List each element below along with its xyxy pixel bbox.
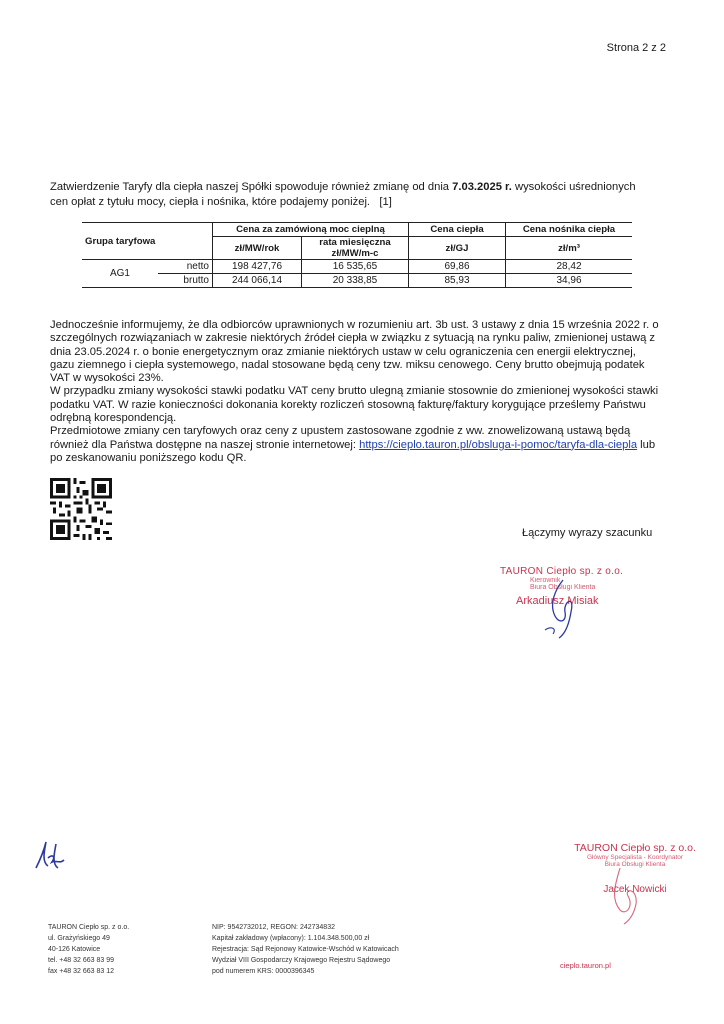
footer-line: TAURON Ciepło sp. z o.o. [48,924,130,931]
header-moc: Cena za zamówioną moc cieplną [213,223,409,237]
cell-rata: 20 338,85 [302,274,409,288]
footer-line: Kapitał zakładowy (wpłacony): 1.104.348.500,00 zł [212,935,370,942]
cell-gj: 69,86 [409,260,506,274]
signature-manager [505,572,615,642]
intro-text-1: Zatwierdzenie Taryfy dla ciepła naszej Spółki spowoduje również zmianę od dnia [50,181,453,193]
cell-m3: 34,96 [506,274,633,288]
website-text-end: lub po zeskanowaniu poniższego kodu QR. [50,438,656,464]
footer-line: ul. Grażyńskiego 49 [48,935,110,942]
effective-date: 7.03.2025 r. [452,181,512,193]
paragraph-vat-mix: Jednocześnie informujemy, że dla odbiorców uprawnionych w rozumieniu art. 3b ust. 3 ustawy z dnia 15 września 2022 r. o szczególnych rozwiązaniach w zakresie niektórych źródeł ciepła w związku z sytuacją na rynku paliw, zmienionej ustawą z dnia 23.05.2024 r. o bonie energetycznym oraz zmianie niektórych ustaw w celu ograniczenia cen energii elektrycznej, gazu ziemnego i ciepła systemowego, nadal stosowane będą ceny tzw. miksu cenowego. Ceny brutto obejmują podatek VAT w wysokości 23%. [50,319,659,385]
footnote-ref: [1] [379,195,392,208]
header-ciepla: Cena ciepła [409,223,506,237]
cell-rok: 244 066,14 [213,274,302,288]
footer-line: Wydział VIII Gospodarczy Krajowego Rejestru Sądowego [212,957,391,964]
intro-paragraph [50,180,650,209]
footer-line: fax +48 32 663 83 12 [48,968,114,975]
row-type: netto [158,260,213,274]
footer-line: NIP: 9542732012, REGON: 242734832 [212,924,335,931]
page-number: Strona 2 z 2 [606,42,666,54]
cell-gj: 85,93 [409,274,506,288]
unit-rok: zł/MW/rok [213,237,302,260]
footer-website[interactable]: cieplo.tauron.pl [560,961,611,970]
footer-line: Rejestracja: Sąd Rejonowy Katowice-Wschód w Katowicach [212,946,399,953]
cell-rok: 198 427,76 [213,260,302,274]
paragraph-website [50,425,660,465]
website-text: Przedmiotowe zmiany cen taryfowych oraz ceny z upustem zastosowane zgodnie z ww. znowelizowaną ustawą będą również dla Państwa dostępne na naszej stronie internetowej: [50,425,631,451]
stamp-name: Jacek Nowicki [603,884,667,895]
stamp-company: TAURON Ciepło sp. z o.o. [574,842,696,854]
footer-line: 40-126 Katowice [48,946,101,953]
closing-phrase: Łączymy wyrazy szacunku [522,527,653,539]
unit-rata: rata miesięczna zł/MW/m-c [302,237,409,260]
header-nosnika: Cena nośnika ciepła [506,223,633,237]
footer-line: tel. +48 32 663 83 99 [48,957,114,964]
paragraph-vat-change: W przypadku zmiany wysokości stawki podatku VAT ceny brutto ulegną zmianie stosownie do zmienionej wysokości stawki podatku VAT. W razie konieczności dokonania korekty rozliczeń stosowną fakturę/faktury korygujące prześlemy Państwu odrębną korespondencją. [50,385,659,425]
header-group: Grupa taryfowa [82,223,213,260]
footer-line: pod numerem KRS: 0000396345 [212,968,315,975]
footer-address [48,922,129,977]
tariff-link[interactable]: https://cieplo.tauron.pl/obsluga-i-pomoc/taryfa-dla-ciepla [359,438,638,451]
cell-m3: 28,42 [506,260,633,274]
stamp-department: Biura Obsługi Klienta [604,861,666,868]
stamp-company: TAURON Ciepło sp. z o.o. [500,566,624,577]
unit-gj: zł/GJ [409,237,506,260]
body-text [50,319,660,465]
paraph-signature [30,838,70,874]
footer-registration [212,922,399,977]
tariff-table [82,222,632,288]
row-type: brutto [158,274,213,288]
cell-rata: 16 535,65 [302,260,409,274]
stamp-department: Biura Obsługi Klienta [530,584,596,591]
qr-code[interactable] [50,478,112,540]
group-cell: AG1 [82,260,158,288]
intro-text-2: wysokości uśrednionych cen opłat z tytułu mocy, ciepła i nośnika, które podajemy poniżej. [50,181,636,208]
table-header-row-1 [82,223,632,237]
table-row-netto [82,260,632,274]
signature-coordinator [590,858,670,928]
stamp-title: Kierownik [530,577,561,584]
stamp-title: Główny Specjalista - Koordynator [586,854,684,861]
table-row-brutto [82,274,632,288]
stamp-name: Arkadiusz Misiak [516,595,599,607]
unit-m3: zł/m³ [506,237,633,260]
